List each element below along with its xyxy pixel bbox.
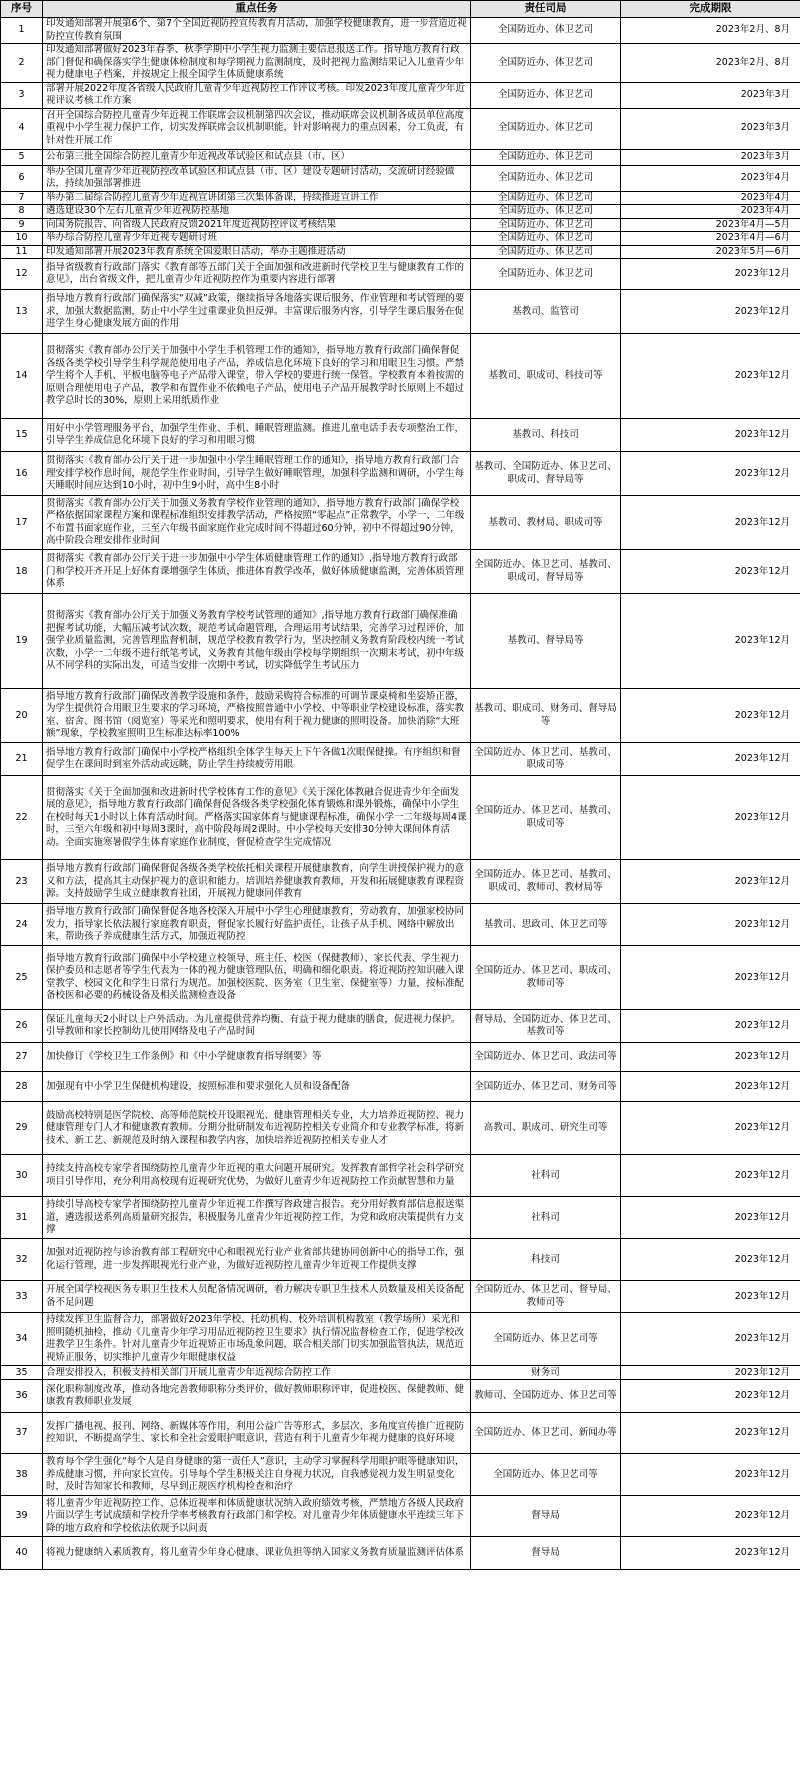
cell-no: 25 xyxy=(1,946,43,1010)
cell-dept: 全国防近办、体卫艺司、督导局、教师司等 xyxy=(471,1281,621,1313)
cell-dept: 基教司、科技司 xyxy=(471,419,621,452)
cell-task: 加强对近视防控与诊治教育部工程研究中心和眼视光行业产业省部共建协同创新中心的指导工作，强化运行管理，进一步发挥眼视光行业产业，为做好近视防控儿童青少年近视工作提供支撑 xyxy=(43,1239,471,1281)
cell-deadline: 2023年12月 xyxy=(621,594,800,689)
table-row xyxy=(1,743,800,776)
cell-dept: 全国防近办、体卫艺司、财务司等 xyxy=(471,1072,621,1102)
table-row xyxy=(1,259,800,290)
cell-no: 20 xyxy=(1,689,43,743)
header-row xyxy=(1,1,800,18)
cell-no: 39 xyxy=(1,1496,43,1537)
cell-no: 30 xyxy=(1,1155,43,1197)
cell-dept: 基教司、监管司 xyxy=(471,290,621,334)
cell-no: 4 xyxy=(1,108,43,149)
cell-dept: 全国防近办、体卫艺司等 xyxy=(471,1454,621,1496)
table-row xyxy=(1,108,800,149)
cell-deadline: 2023年12月 xyxy=(621,1155,800,1197)
table-row xyxy=(1,1496,800,1537)
table-row xyxy=(1,452,800,496)
cell-deadline: 2023年4月 xyxy=(621,205,800,219)
cell-dept: 全国防近办、体卫艺司、新闻办等 xyxy=(471,1413,621,1454)
cell-deadline: 2023年12月 xyxy=(621,1281,800,1313)
table-row xyxy=(1,904,800,946)
cell-task: 贯彻落实《教育部办公厅关于加强中小学生手机管理工作的通知》，指导地方教育行政部门确保督促各级各类学校引导学生科学规范使用电子产品，养成信息化环境下良好的学习和用眼卫生习惯。严禁学生将个人手机、平板电脑等电子产品带入课堂，带入学校的要进行统一保管。学校教育本着按需的原则合理使用电子产品，教学和布置作业不依赖电子产品，使用电子产品开展教学时长原则上不超过教学总时长的30%，原则上采用纸质作业 xyxy=(43,334,471,419)
cell-deadline: 2023年12月 xyxy=(621,1366,800,1380)
cell-dept: 科技司 xyxy=(471,1239,621,1281)
cell-deadline: 2023年2月、8月 xyxy=(621,18,800,44)
table-row xyxy=(1,1010,800,1043)
table-row xyxy=(1,1155,800,1197)
cell-task: 贯彻落实《教育部办公厅关于加强义务教育学校考试管理的通知》,指导地方教育行政部门确保准确把握考试功能，大幅压减考试次数，规范考试命题管理，合理运用考试结果，完善学习过程评价，加强学业质量监测，完善管理监督机制，规范学校教育教学行为，坚决控制义务教育阶段校内统一考试次数，小学一二年级不进行纸笔考试，义务教育其他年级由学校每学期组织一次期末考试，初中年级从不同学科的实际出发，可适当安排一次期中考试，切实降低学生考试压力 xyxy=(43,594,471,689)
cell-deadline: 2023年12月 xyxy=(621,1102,800,1155)
table-row xyxy=(1,1413,800,1454)
cell-dept: 督导局 xyxy=(471,1496,621,1537)
cell-deadline: 2023年5月—6月 xyxy=(621,245,800,259)
cell-dept: 全国防近办、体卫艺司 xyxy=(471,108,621,149)
cell-dept: 财务司 xyxy=(471,1366,621,1380)
cell-no: 5 xyxy=(1,149,43,165)
col-header-dept: 责任司局 xyxy=(471,1,621,18)
cell-task: 持续发挥卫生监督合力，部署做好2023年学校、托幼机构、校外培训机构教室（教学场所）采光和照明随机抽检，推动《儿童青少年学习用品近视防控卫生要求》执行情况监督检查工作，促进学校改进教学卫生条件。针对儿童青少年近视矫正市场乱象问题，联合相关部门切实加强监管执法，规范近视矫正服务，切实维护儿童青少年眼健康权益 xyxy=(43,1313,471,1366)
cell-dept: 全国防近办、体卫艺司 xyxy=(471,205,621,219)
cell-deadline: 2023年12月 xyxy=(621,904,800,946)
cell-no: 26 xyxy=(1,1010,43,1043)
cell-task: 举办第二届综合防控儿童青少年近视宣讲团第三次集体备课，持续推进宣讲工作 xyxy=(43,191,471,205)
cell-dept: 全国防近办、体卫艺司 xyxy=(471,149,621,165)
cell-task: 发挥广播电视、报刊、网络、新媒体等作用，利用公益广告等形式，多层次、多角度宣传推广近视防控知识，不断提高学生、家长和全社会爱眼护眼意识，营造有利于儿童青少年视力健康的良好环境 xyxy=(43,1413,471,1454)
cell-deadline: 2023年12月 xyxy=(621,496,800,550)
cell-dept: 基教司、教材局、职成司等 xyxy=(471,496,621,550)
cell-no: 7 xyxy=(1,191,43,205)
table-row xyxy=(1,165,800,191)
table-row xyxy=(1,496,800,550)
cell-deadline: 2023年4月—5月 xyxy=(621,218,800,232)
cell-deadline: 2023年12月 xyxy=(621,1239,800,1281)
cell-no: 3 xyxy=(1,82,43,108)
cell-task: 加快修订《学校卫生工作条例》和《中小学健康教育指导纲要》等 xyxy=(43,1043,471,1072)
table-row xyxy=(1,1537,800,1570)
table-row xyxy=(1,860,800,904)
table-row xyxy=(1,1281,800,1313)
cell-dept: 全国防近办、体卫艺司 xyxy=(471,245,621,259)
cell-no: 6 xyxy=(1,165,43,191)
cell-no: 13 xyxy=(1,290,43,334)
cell-dept: 基教司、督导局等 xyxy=(471,594,621,689)
cell-deadline: 2023年2月、8月 xyxy=(621,44,800,83)
cell-dept: 全国防近办、体卫艺司 xyxy=(471,259,621,290)
cell-deadline: 2023年12月 xyxy=(621,689,800,743)
cell-deadline: 2023年12月 xyxy=(621,1380,800,1413)
cell-deadline: 2023年3月 xyxy=(621,149,800,165)
cell-task: 鼓励高校特别是医学院校、高等师范院校开设眼视光、健康管理相关专业，大力培养近视防控、视力健康管理专门人才和健康教育教师。分期分批研制发布近视防控相关专业简介和专业教学标准，将新技术、新工艺、新规范及时纳入课程和教学内容，加快培养近视防控相关专业人才 xyxy=(43,1102,471,1155)
cell-deadline: 2023年12月 xyxy=(621,259,800,290)
cell-dept: 高教司、职成司、研究生司等 xyxy=(471,1102,621,1155)
cell-deadline: 2023年4月—6月 xyxy=(621,232,800,246)
cell-no: 23 xyxy=(1,860,43,904)
cell-no: 15 xyxy=(1,419,43,452)
cell-no: 18 xyxy=(1,550,43,594)
cell-deadline: 2023年12月 xyxy=(621,1197,800,1239)
cell-dept: 全国防近办、体卫艺司 xyxy=(471,44,621,83)
cell-no: 22 xyxy=(1,776,43,860)
cell-deadline: 2023年12月 xyxy=(621,946,800,1010)
cell-task: 遴选建设30个左右儿童青少年近视防控基地 xyxy=(43,205,471,219)
table-row xyxy=(1,1197,800,1239)
cell-dept: 全国防近办、体卫艺司 xyxy=(471,82,621,108)
table-row xyxy=(1,689,800,743)
cell-no: 2 xyxy=(1,44,43,83)
cell-dept: 全国防近办、体卫艺司、基教司、职成司等 xyxy=(471,776,621,860)
cell-task: 召开全国综合防控儿童青少年近视工作联席会议机制第四次会议，推动联席会议机制各成员单位高度重视中小学生视力保护工作，切实发挥联席会议机制职能，针对影响视力的重点因素，分工负责，有针对性开展工作 xyxy=(43,108,471,149)
cell-dept: 教师司、全国防近办、体卫艺司等 xyxy=(471,1380,621,1413)
cell-task: 用好中小学管理服务平台，加强学生作业、手机、睡眠管理监测。推进儿童电话手表专项整治工作，引导学生养成信息化环境下良好的学习和用眼习惯 xyxy=(43,419,471,452)
cell-no: 29 xyxy=(1,1102,43,1155)
cell-no: 12 xyxy=(1,259,43,290)
cell-task: 加强现有中小学卫生保健机构建设，按照标准和要求强化人员和设备配备 xyxy=(43,1072,471,1102)
cell-no: 16 xyxy=(1,452,43,496)
cell-task: 公布第三批全国综合防控儿童青少年近视改革试验区和试点县（市、区） xyxy=(43,149,471,165)
cell-dept: 全国防近办、体卫艺司、基教司、职成司、督导局等 xyxy=(471,550,621,594)
table-row xyxy=(1,550,800,594)
table-body xyxy=(1,18,800,1570)
cell-task: 指导地方教育行政部门确保中小学校建立校领导、班主任、校医（保健教师）、家长代表、学生视力保护委员和志愿者等学生代表为一体的视力健康管理队伍，明确和细化职责。将近视防控知识融入课堂教学、校园文化和学生日常行为规范。加强校医院、医务室（卫生室、保健室等）力量，按标准配备校医和必要的药械设备及相关监测检查设备 xyxy=(43,946,471,1010)
cell-no: 35 xyxy=(1,1366,43,1380)
cell-deadline: 2023年12月 xyxy=(621,1043,800,1072)
cell-no: 9 xyxy=(1,218,43,232)
cell-task: 教育每个学生强化“每个人是自身健康的第一责任人”意识，主动学习掌握科学用眼护眼等健康知识，养成健康习惯，并向家长宣传。引导每个学生积极关注自身视力状况，自我感觉视力发生明显变化时，及时告知家长和教师，尽早到正规医疗机构检查和治疗 xyxy=(43,1454,471,1496)
cell-deadline: 2023年3月 xyxy=(621,82,800,108)
table-row xyxy=(1,594,800,689)
cell-no: 27 xyxy=(1,1043,43,1072)
table-row xyxy=(1,776,800,860)
cell-no: 33 xyxy=(1,1281,43,1313)
table-row xyxy=(1,1102,800,1155)
cell-task: 举办全国儿童青少年近视防控改革试验区和试点县（市、区）建设专题研讨活动，交流研讨经验做法，持续加强部署推进 xyxy=(43,165,471,191)
table-row xyxy=(1,419,800,452)
table-row xyxy=(1,149,800,165)
cell-task: 开展全国学校视医务专职卫生技术人员配备情况调研，着力解决专职卫生技术人员数量及相关设备配备不足问题 xyxy=(43,1281,471,1313)
cell-no: 19 xyxy=(1,594,43,689)
cell-no: 11 xyxy=(1,245,43,259)
cell-task: 向国务院报告、向省级人民政府反馈2021年度近视防控评议考核结果 xyxy=(43,218,471,232)
cell-task: 持续引导高校专家学者围绕防控儿童青少年近视工作撰写咨政建言报告。充分用好教育部信息报送渠道，遴选报送系列高质量研究报告，积极服务儿童青少年近视防控工作，为党和政府决策提供有力支撑 xyxy=(43,1197,471,1239)
cell-dept: 全国防近办、体卫艺司 xyxy=(471,165,621,191)
cell-task: 举办综合防控儿童青少年近视专题研讨班 xyxy=(43,232,471,246)
cell-deadline: 2023年12月 xyxy=(621,1454,800,1496)
cell-no: 38 xyxy=(1,1454,43,1496)
table-row xyxy=(1,82,800,108)
cell-no: 21 xyxy=(1,743,43,776)
cell-dept: 全国防近办、体卫艺司、基教司、职成司等 xyxy=(471,743,621,776)
cell-dept: 督导局、全国防近办、体卫艺司、基教司等 xyxy=(471,1010,621,1043)
cell-no: 37 xyxy=(1,1413,43,1454)
table-row xyxy=(1,290,800,334)
cell-no: 36 xyxy=(1,1380,43,1413)
cell-no: 31 xyxy=(1,1197,43,1239)
table-row xyxy=(1,18,800,44)
cell-task: 印发通知部署开展2023年教育系统全国爱眼日活动，举办主题推进活动 xyxy=(43,245,471,259)
cell-deadline: 2023年4月 xyxy=(621,165,800,191)
col-header-no: 序号 xyxy=(1,1,43,18)
table-row xyxy=(1,1072,800,1102)
cell-task: 贯彻落实《关于全面加强和改进新时代学校体育工作的意见》《关于深化体教融合促进青少年全面发展的意见》，指导地方教育行政部门确保督促各级各类学校强化体育锻炼和课外锻炼，确保中小学生在校时每天1小时以上体育活动时间。严格落实国家体育与健康课程标准，确保小学一二年级每周4课时，三至六年级和初中每周3课时，高中阶段每周2课时。中小学校每天安排30分钟大课间体育活动。全面实施寒暑假学生体育家庭作业制度，督促检查学生完成情况 xyxy=(43,776,471,860)
cell-no: 24 xyxy=(1,904,43,946)
cell-dept: 全国防近办、体卫艺司 xyxy=(471,18,621,44)
cell-dept: 全国防近办、体卫艺司等 xyxy=(471,1313,621,1366)
table-row xyxy=(1,1454,800,1496)
col-header-task: 重点任务 xyxy=(43,1,471,18)
cell-task: 印发通知部署做好2023年春季、秋季学期中小学生视力监测主要信息报送工作。指导地方教育行政部门督促和确保落实学生健康体检制度和每学期视力监测制度，及时把视力监测结果记入儿童青少年视力健康电子档案，并按规定上报全国学生体质健康系统 xyxy=(43,44,471,83)
cell-deadline: 2023年12月 xyxy=(621,860,800,904)
cell-dept: 基教司、职成司、科技司等 xyxy=(471,334,621,419)
cell-task: 指导地方教育行政部门确保改善教学设施和条件，鼓励采购符合标准的可调节课桌椅和坐姿矫正器，为学生提供符合用眼卫生要求的学习环境，严格按照普通中小学校、中等职业学校建设标准，落实教室、宿舍、图书馆（阅览室）等采光和照明要求，使用有利于视力健康的照明设备。加快消除“大班额”现象，学校教室照明卫生标准达标率100% xyxy=(43,689,471,743)
cell-deadline: 2023年12月 xyxy=(621,1010,800,1043)
cell-task: 合理安排投入，积极支持相关部门开展儿童青少年近视综合防控工作 xyxy=(43,1366,471,1380)
cell-task: 指导地方教育行政部门确保中小学校严格组织全体学生每天上下午各做1次眼保健操。有序组织和督促学生在课间时到室外活动或远眺，防止学生持续疲劳用眼 xyxy=(43,743,471,776)
cell-task: 深化职称制度改革，推动各地完善教师职称分类评价，做好教师职称评审，促进校医、保健教师、健康教育教师职业发展 xyxy=(43,1380,471,1413)
cell-no: 17 xyxy=(1,496,43,550)
cell-dept: 全国防近办、体卫艺司、政法司等 xyxy=(471,1043,621,1072)
cell-deadline: 2023年12月 xyxy=(621,1413,800,1454)
cell-deadline: 2023年12月 xyxy=(621,550,800,594)
table-row xyxy=(1,245,800,259)
cell-no: 1 xyxy=(1,18,43,44)
cell-deadline: 2023年12月 xyxy=(621,776,800,860)
table-row xyxy=(1,1239,800,1281)
table-row xyxy=(1,205,800,219)
cell-task: 印发通知部署开展第6个、第7个全国近视防控宣传教育月活动，加强学校健康教育，进一步营造近视防控宣传教育氛围 xyxy=(43,18,471,44)
cell-task: 保证儿童每天2小时以上户外活动。为儿童提供营养均衡、有益于视力健康的膳食，促进视力保护。引导教师和家长控制幼儿使用网络及电子产品时间 xyxy=(43,1010,471,1043)
cell-no: 14 xyxy=(1,334,43,419)
table-row xyxy=(1,1380,800,1413)
cell-deadline: 2023年12月 xyxy=(621,1313,800,1366)
cell-task: 指导地方教育行政部门确保督促各级各类学校依托相关课程开展健康教育，向学生讲授保护视力的意义和方法，提高其主动保护视力的意识和能力。培训培养健康教育教师，开发和拓展健康教育课程资源。支持鼓励学生成立健康教育社团，开展视力健康同伴教育 xyxy=(43,860,471,904)
cell-task: 贯彻落实《教育部办公厅关于进一步加强中小学生体质健康管理工作的通知》,指导地方教育行政部门和学校开齐开足上好体育课增强学生体质，推进体育教学改革，做好体质健康监测，完善体质管理体系 xyxy=(43,550,471,594)
cell-dept: 基教司、职成司、财务司、督导局等 xyxy=(471,689,621,743)
cell-task: 将视力健康纳入素质教育，将儿童青少年身心健康、课业负担等纳入国家义务教育质量监测评估体系 xyxy=(43,1537,471,1570)
cell-dept: 全国防近办、体卫艺司 xyxy=(471,191,621,205)
cell-task: 指导地方教育行政部门确保督促各地各校深入开展中小学生心理健康教育，劳动教育，加强家校协同发力，指导家长依法履行家庭教育职责，督促家长履行好监护责任，让孩子从手机、网络中解放出来，帮助孩子养成健康生活方式，加强近视防控 xyxy=(43,904,471,946)
table-row xyxy=(1,1313,800,1366)
cell-deadline: 2023年3月 xyxy=(621,108,800,149)
cell-deadline: 2023年12月 xyxy=(621,290,800,334)
cell-task: 贯彻落实《教育部办公厅关于进一步加强中小学生睡眠管理工作的通知》，指导地方教育行政部门合理安排学校作息时间，规范学生作业时间，引导学生做好睡眠管理，加强科学监测和调研，小学生每天睡眠时间应达到10小时，初中生9小时，高中生8小时 xyxy=(43,452,471,496)
cell-task: 将儿童青少年近视防控工作、总体近视率和体质健康状况纳入政府绩效考核，严禁地方各级人民政府片面以学生考试成绩和学校升学率考核教育行政部门和学校。对儿童青少年体质健康水平连续三年下降的地方政府和学校依法依规予以问责 xyxy=(43,1496,471,1537)
table-row xyxy=(1,218,800,232)
cell-no: 8 xyxy=(1,205,43,219)
cell-no: 32 xyxy=(1,1239,43,1281)
cell-deadline: 2023年12月 xyxy=(621,419,800,452)
cell-dept: 全国防近办、体卫艺司 xyxy=(471,232,621,246)
table-row xyxy=(1,44,800,83)
cell-no: 10 xyxy=(1,232,43,246)
cell-dept: 全国防近办、体卫艺司 xyxy=(471,218,621,232)
cell-task: 指导省级教育行政部门落实《教育部等五部门关于全面加强和改进新时代学校卫生与健康教育工作的意见》，出台省级文件，把儿童青少年近视防控作为重要内容进行部署 xyxy=(43,259,471,290)
cell-task: 指导地方教育行政部门确保落实“双减”政策，继续指导各地落实课后服务、作业管理和考试管理的要求，加强大数据监测，防止中小学生过重课业负担反弹。丰富课后服务内容，引导学生课后服务在促进学生身心健康发展方面的作用 xyxy=(43,290,471,334)
table-row xyxy=(1,946,800,1010)
cell-task: 持续支持高校专家学者围绕防控儿童青少年近视的重大问题开展研究。发挥教育部哲学社会科学研究项目引导作用，充分利用高校现有近视研究优势，为做好儿童青少年近视防控工作贡献智慧和力量 xyxy=(43,1155,471,1197)
cell-no: 28 xyxy=(1,1072,43,1102)
cell-task: 贯彻落实《教育部办公厅关于加强义务教育学校作业管理的通知》，指导地方教育行政部门确保学校严格依据国家课程方案和课程标准组织安排教学活动，严格按照“零起点”正常教学，小学一、二年级不布置书面家庭作业，三至六年级书面家庭作业完成时间不得超过60分钟，初中不得超过90分钟，高中阶段合理安排作业时间 xyxy=(43,496,471,550)
table-row xyxy=(1,334,800,419)
cell-deadline: 2023年12月 xyxy=(621,743,800,776)
table-row xyxy=(1,1043,800,1072)
table-row xyxy=(1,191,800,205)
cell-dept: 督导局 xyxy=(471,1537,621,1570)
cell-no: 40 xyxy=(1,1537,43,1570)
cell-dept: 基教司、思政司、体卫艺司等 xyxy=(471,904,621,946)
cell-deadline: 2023年12月 xyxy=(621,452,800,496)
cell-dept: 全国防近办、体卫艺司、基教司、职成司、教师司、教材局等 xyxy=(471,860,621,904)
cell-task: 部署开展2022年度各省级人民政府儿童青少年近视防控工作评议考核。印发2023年度儿童青少年近视评议考核工作方案 xyxy=(43,82,471,108)
cell-dept: 社科司 xyxy=(471,1155,621,1197)
table-row xyxy=(1,232,800,246)
cell-deadline: 2023年12月 xyxy=(621,334,800,419)
cell-deadline: 2023年12月 xyxy=(621,1537,800,1570)
cell-dept: 基教司、全国防近办、体卫艺司、职成司、督导局等 xyxy=(471,452,621,496)
cell-deadline: 2023年4月 xyxy=(621,191,800,205)
col-header-deadline: 完成期限 xyxy=(621,1,800,18)
cell-deadline: 2023年12月 xyxy=(621,1072,800,1102)
table-row xyxy=(1,1366,800,1380)
cell-no: 34 xyxy=(1,1313,43,1366)
cell-dept: 全国防近办、体卫艺司、职成司、教师司等 xyxy=(471,946,621,1010)
cell-deadline: 2023年12月 xyxy=(621,1496,800,1537)
cell-dept: 社科司 xyxy=(471,1197,621,1239)
